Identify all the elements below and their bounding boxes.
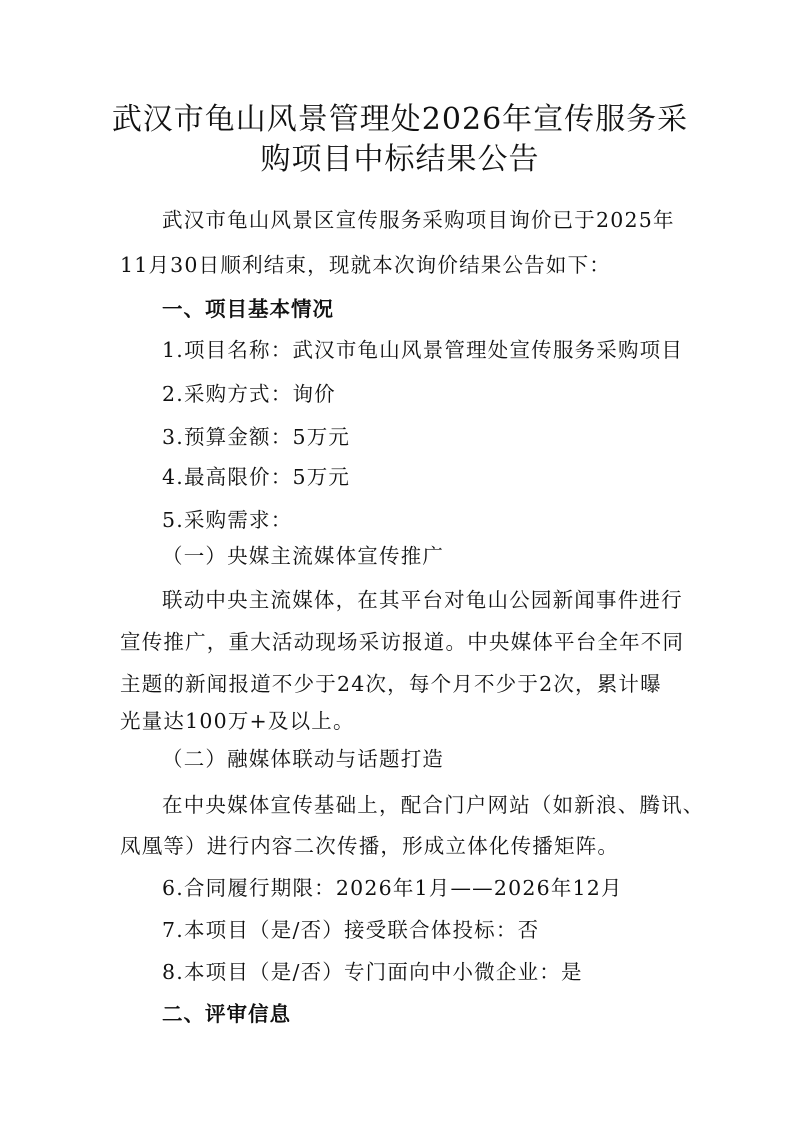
item-sme-only: 8.本项目（是/否）专门面向中小微企业：是 <box>162 960 583 984</box>
item-procurement-method: 2.采购方式：询价 <box>162 382 336 406</box>
item-consortium-bid: 7.本项目（是/否）接受联合体投标：否 <box>162 918 540 942</box>
central-media-line-1: 联动中央主流媒体，在其平台对龟山公园新闻事件进行 <box>162 588 683 612</box>
intro-paragraph-line-2: 11月30日顺利结束，现就本次询价结果公告如下： <box>120 253 611 277</box>
intro-paragraph-line-1: 武汉市龟山风景区宣传服务采购项目询价已于2025年 <box>162 208 675 232</box>
section-heading-review-info: 二、评审信息 <box>162 1002 291 1026</box>
subsection-heading-fusion-media: （二）融媒体联动与话题打造 <box>162 747 445 771</box>
item-requirements: 5.采购需求： <box>162 508 293 532</box>
item-max-price: 4.最高限价：5万元 <box>162 465 351 489</box>
central-media-line-4: 光量达100万+及以上。 <box>120 709 355 733</box>
fusion-media-line-1: 在中央媒体宣传基础上，配合门户网站（如新浪、腾讯、 <box>162 793 705 817</box>
subsection-heading-central-media: （一）央媒主流媒体宣传推广 <box>162 544 445 568</box>
central-media-line-3: 主题的新闻报道不少于24次，每个月不少于2次，累计曝 <box>120 672 662 696</box>
item-contract-period: 6.合同履行期限：2026年1月——2026年12月 <box>162 876 623 900</box>
document-title-line-1: 武汉市龟山风景管理处2026年宣传服务采 <box>111 102 689 137</box>
item-project-name: 1.项目名称：武汉市龟山风景管理处宣传服务采购项目 <box>162 338 684 362</box>
fusion-media-line-2: 凤凰等）进行内容二次传播，形成立体化传播矩阵。 <box>120 834 620 858</box>
item-budget: 3.预算金额：5万元 <box>162 425 351 449</box>
document-title-line-2: 购项目中标结果公告 <box>260 142 540 177</box>
section-heading-basic-info: 一、项目基本情况 <box>162 297 334 321</box>
central-media-line-2: 宣传推广，重大活动现场采访报道。中央媒体平台全年不同 <box>120 630 685 654</box>
